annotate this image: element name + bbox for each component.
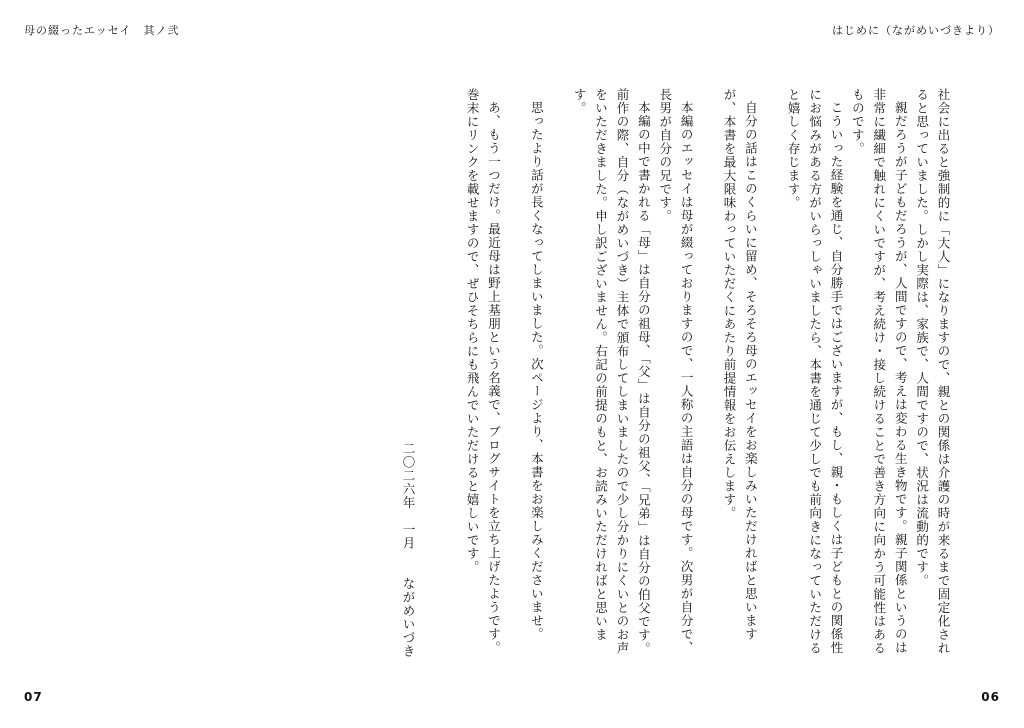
paragraph-5: 本編のエッセイは母が綴っておりますので、一人称の主語は自分の母です。次男が自分で、長男が自分の兄です。	[657, 88, 695, 654]
paragraph-gap	[547, 88, 568, 658]
signature-date-author: 二〇二六年 一月 ながめいづき	[400, 442, 416, 658]
vertical-body-text	[384, 88, 954, 658]
paragraph-3: こういった経験を通じ、自分勝手ではございますが、もし、親・もしくは子どもとの関係性にお悩みがある方がいらっしゃいましたら、本書を通じて少しでも前向きになっていただけると嬉しく存じます。	[786, 88, 844, 655]
paragraph-4: 自分の話はこのくらいに留め、そろそろ母のエッセイをお楽しみいただければと思いますが、本書を最大限味わっていただくにあたり前提情報をお伝えします。	[721, 88, 759, 641]
paragraph-gap	[505, 88, 526, 658]
paragraph-7: 思ったより話が長くなってしまいました。次ページより、本書をお楽しみくださいませ。	[529, 100, 545, 641]
paragraph-gap	[419, 88, 440, 658]
page-number-left: 07	[24, 690, 43, 704]
paragraph-gap	[761, 88, 782, 658]
paragraph-6: 本編の中で書かれる「母」は自分の祖母、「父」は自分の祖父、「兄弟」は自分の伯父です。前作の際、自分（ながめいづき）主体で頒布してしまいましたので少し分かりにくいとのお声をいただきました。申し訳ございません。右記の前提のもと、お読みいただければと思います。	[572, 88, 652, 655]
paragraph-gap	[440, 88, 461, 658]
running-header-right: はじめに（ながめいづきより）	[832, 24, 1000, 37]
paragraph-8: あ、もう一つだけ。最近母は野上基朋という名義で、ブログサイトを立ち上げたようです。巻末にリンクを載せますので、ぜひそちらにも飛んでいただけると嬉しいです。	[465, 88, 502, 654]
page-number-right: 06	[981, 690, 1000, 704]
paragraph-gap	[697, 88, 718, 658]
paragraph-1: 社会に出ると強制的に「大人」になりますので、親との関係は介護の時が来るまで固定化されると思っていました。しかし実際は、家族で、人間ですので、状況は流動的です。	[914, 88, 951, 655]
running-header-left: 母の綴ったエッセイ 其ノ弐	[24, 24, 180, 37]
paragraph-2: 親だろうが子どもだろうが、人間ですので、考えは変わる生き物です。親子関係というのは非常に繊細で触れにくいですが、考え続け・接し続けることで善き方向に向かう可能性はあるものです。	[850, 88, 909, 655]
